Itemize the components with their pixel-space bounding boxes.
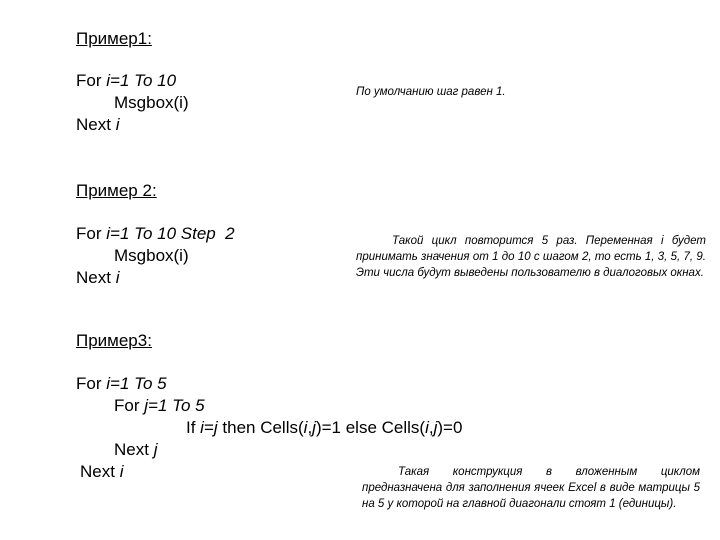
variable: i xyxy=(303,418,308,437)
keyword: For xyxy=(76,71,107,90)
variable: i xyxy=(106,71,111,90)
code-text: , xyxy=(428,418,434,437)
code-text: =1 To 10 xyxy=(110,71,177,90)
variable: i xyxy=(119,462,124,481)
variable: i xyxy=(115,115,120,134)
variable: j xyxy=(144,396,149,415)
example-1-heading: Пример1: xyxy=(76,29,152,48)
code-line xyxy=(76,268,119,287)
variable: j xyxy=(312,418,316,437)
code-line xyxy=(76,374,167,393)
variable: i xyxy=(425,418,429,437)
example-2-heading: Пример 2: xyxy=(76,181,157,200)
keyword: For xyxy=(76,224,107,243)
code-line: Msgbox(i) xyxy=(114,246,189,265)
variable: i xyxy=(106,374,111,393)
example-1-note: По умолчанию шаг равен 1. xyxy=(356,86,506,98)
code-text: =1 To 5 xyxy=(110,374,167,393)
keyword: Next xyxy=(76,115,116,134)
keyword: Next xyxy=(114,440,154,459)
example-2-code xyxy=(76,223,235,289)
keyword: For xyxy=(76,374,107,393)
example-3-heading: Пример3: xyxy=(76,331,152,350)
keyword: For xyxy=(114,396,145,415)
keyword: If xyxy=(186,418,201,437)
code-line xyxy=(76,115,119,134)
variable: i xyxy=(115,268,120,287)
code-text: =1 To 5 xyxy=(148,396,205,415)
code-text: = xyxy=(203,418,214,437)
variable: j xyxy=(433,418,438,437)
code-line xyxy=(76,440,157,459)
code-text: =1 To 10 Step 2 xyxy=(110,224,235,243)
code-text: )=1 else Cells( xyxy=(315,418,426,437)
code-line xyxy=(76,396,205,415)
code-text: , xyxy=(307,418,313,437)
example-2-note: Такой цикл повторится 5 раз. Переменная i будет принимать значения от 1 до 10 с шагом 2, то есть 1, 3, 5, 7, 9. Эти числа будут выведены пользователю в диалоговых окнах. xyxy=(356,235,706,279)
example-3-note: Такая конструкция в вложенным циклом предназначена для заполнения ячеек Excel в виде матрицы 5 на 5 у которой на главной диагонали стоят 1 (единицы). xyxy=(362,466,700,510)
variable: j xyxy=(153,440,158,459)
code-text: then Cells( xyxy=(217,418,304,437)
code-text: )=0 xyxy=(437,418,463,437)
example-1-code xyxy=(76,70,189,136)
variable: i xyxy=(106,224,111,243)
code-line xyxy=(76,418,462,437)
keyword: Next xyxy=(80,462,120,481)
code-line xyxy=(76,71,176,90)
keyword: Next xyxy=(76,268,116,287)
code-line xyxy=(76,224,235,243)
code-line: Msgbox(i) xyxy=(114,93,189,112)
code-line xyxy=(76,462,123,481)
variable: j xyxy=(213,418,218,437)
variable: i xyxy=(200,418,204,437)
